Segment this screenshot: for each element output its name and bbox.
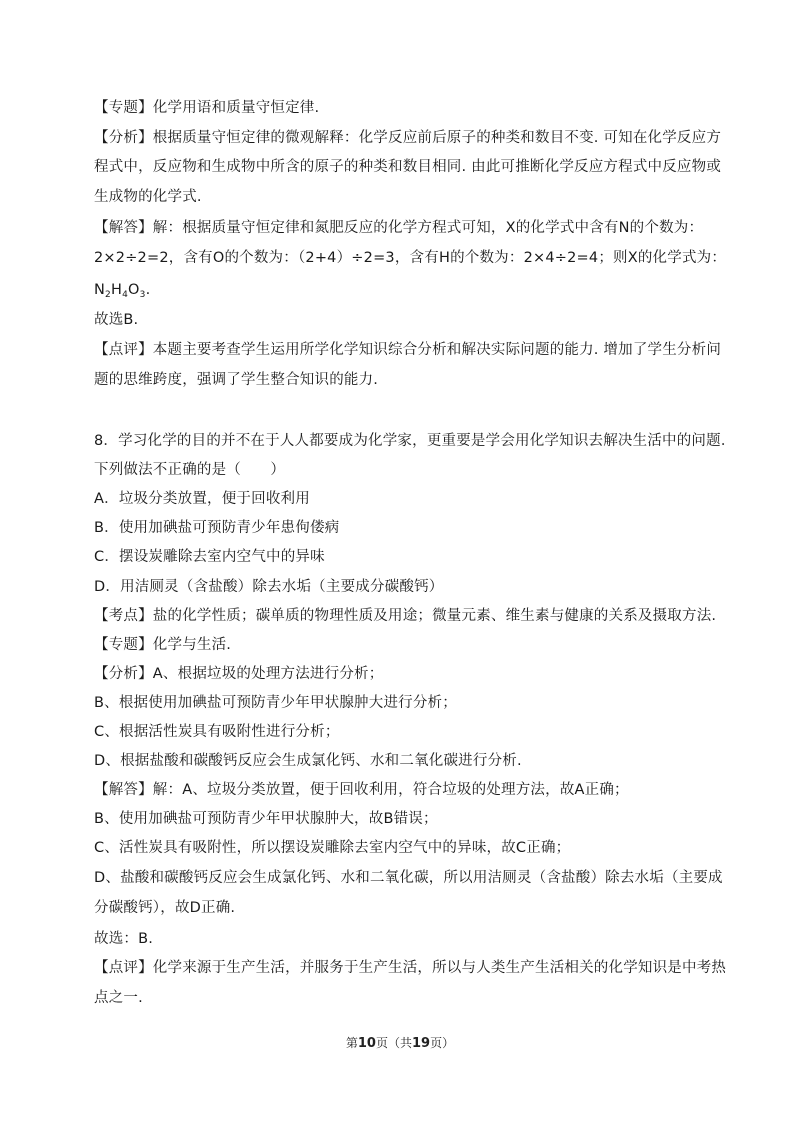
test-point-line: 【考点】盐的化学性质；碳单质的物理性质及用途；微量元素、维生素与健康的关系及摄取方法.	[94, 608, 717, 624]
solution-line: 【解答】解：A、垃圾分类放置，便于回收利用，符合垃圾的处理方法，故A正确；	[94, 782, 629, 798]
analysis-line: 程式中，反应物和生成物中所含的原子的种类和数目相同. 由此可推断化学反应方程式中反应物或	[94, 159, 722, 175]
solution-line: 分碳酸钙），故D正确.	[94, 900, 236, 916]
page-number-footer: 第10页（共19页）	[345, 1036, 455, 1051]
option-b: B．使用加碘盐可预防青少年患佝偻病	[94, 520, 340, 536]
option-a: A．垃圾分类放置，便于回收利用	[94, 491, 310, 507]
comment-line: 【点评】本题主要考查学生运用所学化学知识综合分析和解决实际问题的能力. 增加了学生分析问	[94, 342, 722, 358]
analysis-line: D、根据盐酸和碳酸钙反应会生成氯化钙、水和二氧化碳进行分析.	[94, 753, 522, 769]
solution-line: 2×2÷2=2，含有O的个数为：（2+4）÷2=3，含有H的个数为：2×4÷2=4；则X的化学式为：	[94, 250, 727, 266]
comment-line: 点之一.	[94, 990, 143, 1006]
analysis-line: 【分析】根据质量守恒定律的微观解释：化学反应前后原子的种类和数目不变. 可知在化学反应方	[94, 130, 722, 146]
question-stem: 下列做法不正确的是（ ）	[94, 462, 286, 478]
option-d: D．用洁厕灵（含盐酸）除去水垢（主要成分碳酸钙）	[94, 579, 444, 595]
analysis-line: B、根据使用加碘盐可预防青少年甲状腺肿大进行分析；	[94, 695, 457, 711]
question-stem: 8．学习化学的目的并不在于人人都要成为化学家，更重要是学会用化学知识去解决生活中的问题．	[94, 433, 736, 449]
comment-line: 【点评】化学来源于生产生活，并服务于生产生活，所以与人类生产生活相关的化学知识是中考热	[94, 960, 727, 976]
solution-line: 【解答】解：根据质量守恒定律和氮肥反应的化学方程式可知，X的化学式中含有N的个数为：	[94, 220, 704, 236]
analysis-line: 生成物的化学式.	[94, 189, 202, 205]
analysis-line: 【分析】A、根据垃圾的处理方法进行分析；	[94, 666, 384, 682]
topic-line: 【专题】化学用语和质量守恒定律.	[94, 100, 320, 116]
comment-line: 题的思维跨度，强调了学生整合知识的能力.	[94, 372, 379, 388]
solution-line: D、盐酸和碳酸钙反应会生成氯化钙、水和二氧化碳，所以用洁厕灵（含盐酸）除去水垢（主要成	[94, 870, 723, 886]
option-c: C．摆设炭雕除去室内空气中的异味	[94, 549, 325, 565]
chemical-formula: $N_2H_4O_3$.	[94, 282, 151, 300]
topic-line: 【专题】化学与生活.	[94, 637, 232, 653]
solution-line: C、活性炭具有吸附性，所以摆设炭雕除去室内空气中的异味，故C正确；	[94, 840, 571, 856]
solution-line: B、使用加碘盐可预防青少年甲状腺肿大，故B错误；	[94, 811, 438, 827]
choice-line: 故选B.	[94, 312, 139, 328]
choice-line: 故选：B.	[94, 931, 154, 947]
analysis-line: C、根据活性炭具有吸附性进行分析；	[94, 724, 340, 740]
